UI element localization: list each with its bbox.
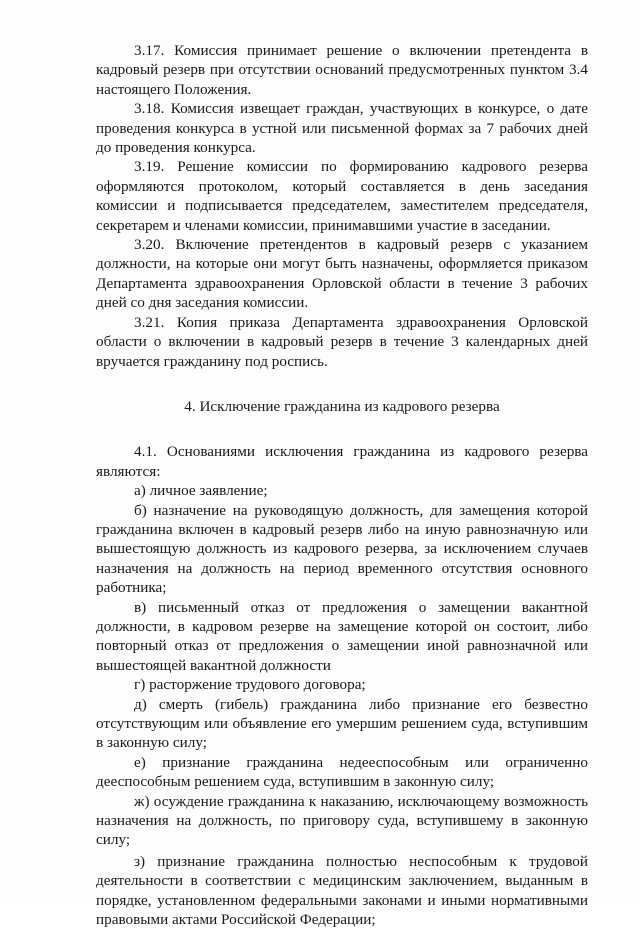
list-item-g: г) расторжение трудового договора; (134, 676, 366, 694)
list-item-b: б) назначение на руководящую должность, для замещения которой гражданина включен в кадровый резерв либо на иную равнозначную или вышестоящую должность из кадрового резерва, за исключением случаев назначения на должность на период временного отсутствия основного работника; (96, 501, 588, 597)
section-4-heading: 4. Исключение гражданина из кадрового резерва (184, 397, 500, 415)
list-item-a: а) личное заявление; (134, 482, 268, 500)
list-item-z: з) признание гражданина полностью неспособным к трудовой деятельности в соответствии с медицинским заключением, выданным в порядке, установленном федеральными законами и иными нормативными правовыми актами Российской Федерации; (96, 852, 588, 929)
paragraph-3-20: 3.20. Включение претендентов в кадровый резерв с указанием должности, на которые они могут быть назначены, оформляется приказом Департамента здравоохранения Орловской области в течение 3 рабочих дней со дня заседания комиссии. (96, 236, 588, 312)
list-item-e: е) признание гражданина недееспособным или ограниченно дееспособным решением суда, вступившим в законную силу; (96, 753, 588, 791)
document-body (96, 41, 588, 929)
paragraph-3-19: 3.19. Решение комиссии по формированию кадрового резерва оформляются протоколом, который составляется в день заседания комиссии и подписывается председателем, заместителем председателя, секретарем и членами комиссии, принимавшими участие в заседании. (96, 158, 588, 234)
paragraph-3-17: 3.17. Комиссия принимает решение о включении претендента в кадровый резерв при отсутствии оснований предусмотренных пунктом 3.4 настоящего Положения. (96, 42, 588, 98)
paragraph-3-18: 3.18. Комиссия извещает граждан, участвующих в конкурсе, о дате проведения конкурса в устной или письменной формах за 7 рабочих дней до проведения конкурса. (96, 100, 588, 157)
paragraph-3-21: 3.21. Копия приказа Департамента здравоохранения Орловской области о включении в кадровый резерв в течение 3 календарных дней вручается гражданину под роспись. (96, 313, 588, 370)
list-item-v: в) письменный отказ от предложения о замещении вакантной должности, в кадровом резерве на замещение которой он состоит, либо повторный отказ от предложения о замещении иной равнозначной или вышестоящей вакантной должности (96, 598, 588, 674)
list-item-zh: ж) осуждение гражданина к наказанию, исключающему возможность назначения на должность, по приговору суда, вступившему в законную силу; (96, 792, 588, 849)
list-item-d: д) смерть (гибель) гражданина либо признание его безвестно отсутствующим или объявление его умершим решением суда, вступившим в законную силу; (96, 695, 588, 752)
paragraph-4-1: 4.1. Основаниями исключения гражданина из кадрового резерва являются: (96, 443, 588, 480)
